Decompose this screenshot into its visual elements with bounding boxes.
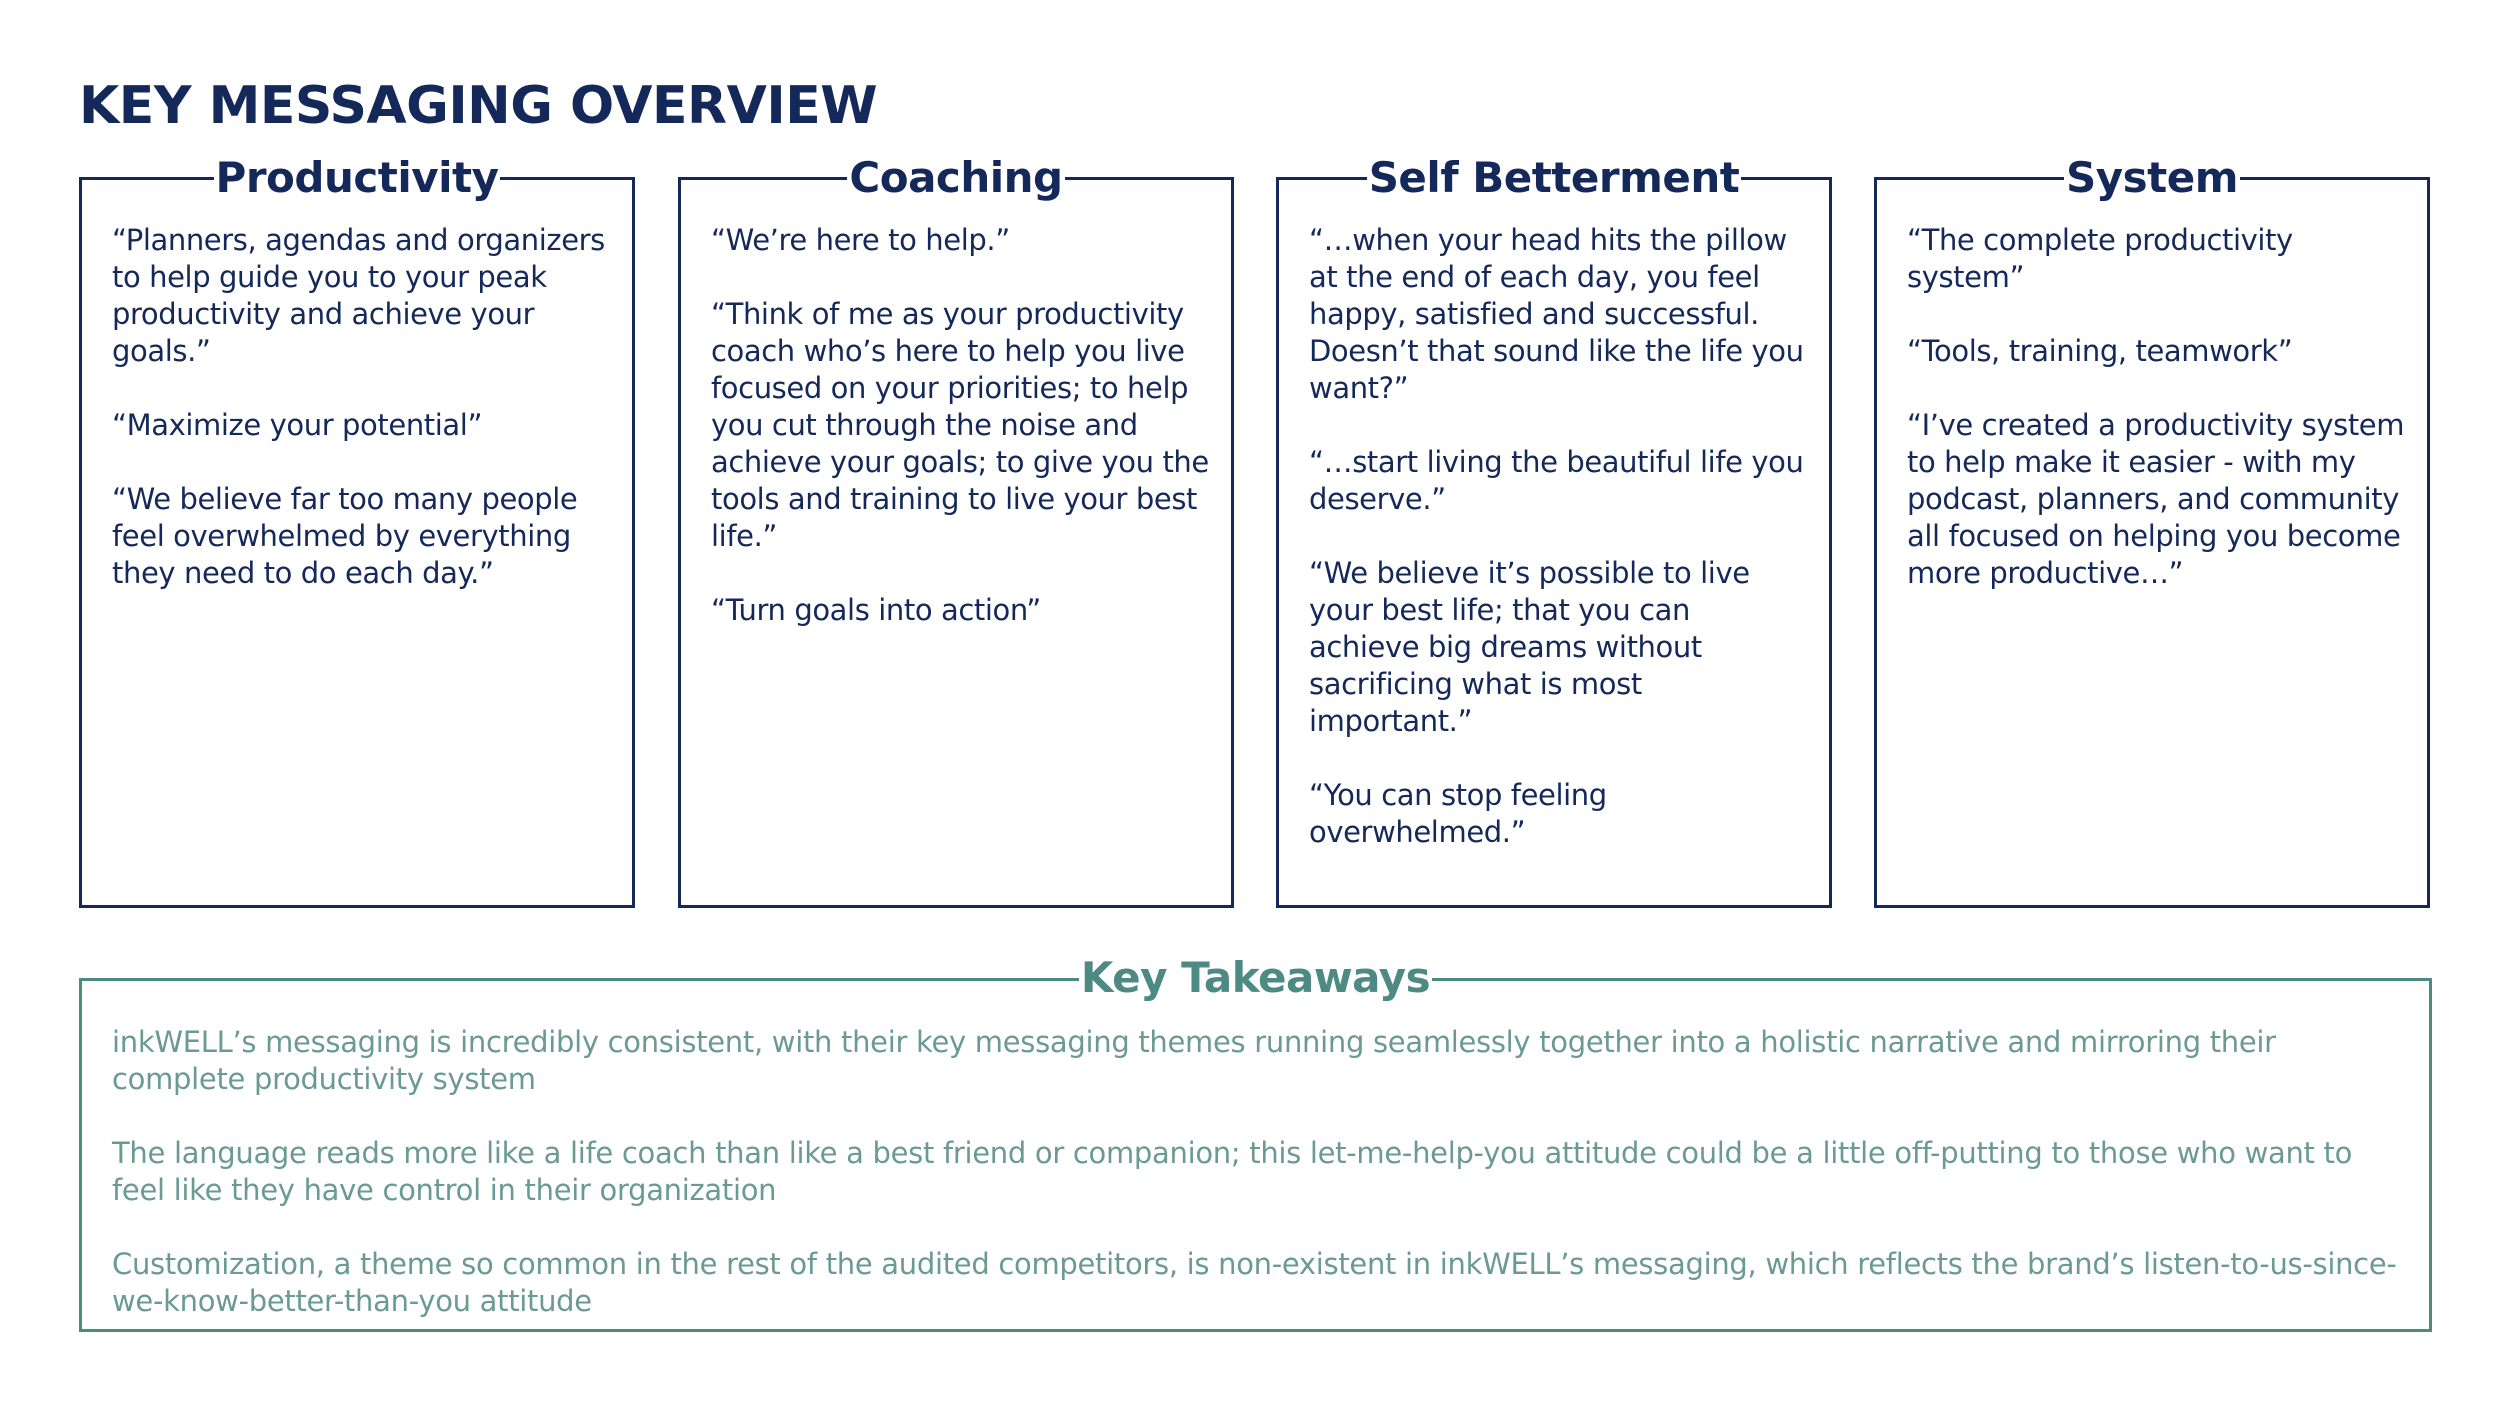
card-body	[112, 222, 612, 629]
quote: “We’re here to help.”	[711, 223, 1010, 257]
takeaway-item: inkWELL’s messaging is incredibly consistent, with their key messaging themes running seamlessly together into a holistic narrative and mirroring their complete productivity system	[112, 1025, 2276, 1096]
card-heading-label: System	[2066, 153, 2238, 202]
page-title: KEY MESSAGING OVERVIEW	[79, 76, 878, 136]
takeaway-item: Customization, a theme so common in the rest of the audited competitors, is non-existent in inkWELL’s messaging, which reflects the brand’s listen-to-us-since-we-know-better-than-you attitude	[112, 1247, 2397, 1318]
card-heading-label: Productivity	[215, 153, 499, 202]
quote: “Planners, agendas and organizers to help guide you to your peak productivity and achieve your goals.”	[112, 223, 605, 368]
quote: “Maximize your potential”	[112, 408, 483, 442]
quote: “You can stop feeling overwhelmed.”	[1309, 778, 1607, 849]
card-heading-label: Coaching	[849, 153, 1063, 202]
card-heading-label: Self Betterment	[1368, 153, 1740, 202]
card-body	[711, 222, 1211, 666]
takeaways-heading	[82, 953, 2429, 1002]
quote: “Turn goals into action”	[711, 593, 1041, 627]
card-heading	[681, 153, 1231, 202]
quote: “…start living the beautiful life you deserve.”	[1309, 445, 1804, 516]
quote: “The complete productivity system”	[1907, 223, 2293, 294]
takeaways-heading-label: Key Takeaways	[1080, 953, 1431, 1002]
quote: “We believe it’s possible to live your best life; that you can achieve big dreams without sacrificing what is most important.”	[1309, 556, 1750, 738]
quote: “…when your head hits the pillow at the end of each day, you feel happy, satisfied and successful. Doesn’t that sound like the life you want?”	[1309, 223, 1804, 405]
card-body	[1309, 222, 1809, 888]
card-system	[1874, 153, 2430, 908]
quote: “Tools, training, teamwork”	[1907, 334, 2293, 368]
takeaways-body	[112, 1024, 2399, 1357]
quote: “Think of me as your productivity coach who’s here to help you live focused on your priorities; to help you cut through the noise and achieve your goals; to give you the tools and training to live your best life.”	[711, 297, 1209, 553]
quote: “We believe far too many people feel overwhelmed by everything they need to do each day.”	[112, 482, 578, 590]
card-self-betterment	[1276, 153, 1832, 908]
card-heading	[82, 153, 632, 202]
card-productivity	[79, 153, 635, 908]
card-heading	[1877, 153, 2427, 202]
key-takeaways-box	[79, 953, 2432, 1332]
quote: “I’ve created a productivity system to help make it easier - with my podcast, planners, and community all focused on helping you become more productive…”	[1907, 408, 2405, 590]
card-heading	[1279, 153, 1829, 202]
card-coaching	[678, 153, 1234, 908]
takeaway-item: The language reads more like a life coach than like a best friend or companion; this let-me-help-you attitude could be a little off-putting to those who want to feel like they have control in their organization	[112, 1136, 2353, 1207]
card-body	[1907, 222, 2407, 629]
